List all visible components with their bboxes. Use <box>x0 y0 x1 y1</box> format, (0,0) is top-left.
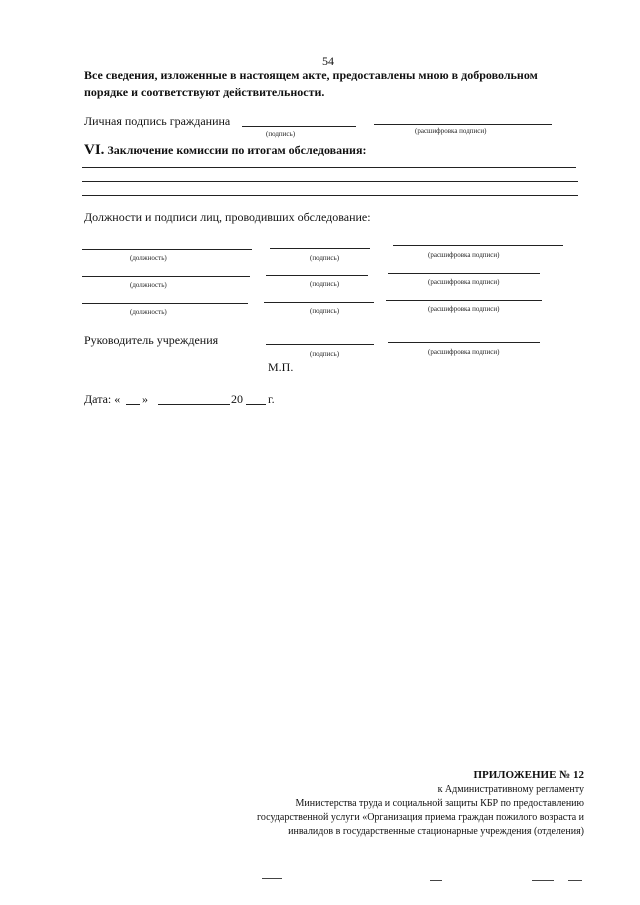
appendix-title: ПРИЛОЖЕНИЕ № 12 <box>473 769 584 781</box>
citizen-signature-caption: (подпись) <box>266 130 296 138</box>
row1-position-caption: (должность) <box>130 254 167 262</box>
row3-position-caption: (должность) <box>130 308 167 316</box>
head-decoding-line <box>388 342 540 343</box>
row3-decoding-line <box>386 300 542 301</box>
section-6-roman: VI. <box>84 142 105 158</box>
row1-decoding-line <box>393 245 563 246</box>
conclusion-line-3 <box>82 195 578 196</box>
scan-mark <box>532 880 554 881</box>
date-month-line <box>158 404 230 405</box>
date-mid: » <box>142 392 148 406</box>
conclusion-line-2 <box>82 181 578 182</box>
head-decoding-caption: (расшифровка подписи) <box>428 348 500 356</box>
citizen-decoding-line <box>374 124 552 125</box>
date-prefix: Дата: « <box>84 392 121 406</box>
head-label: Руководитель учреждения <box>84 333 219 347</box>
row1-signature-line <box>270 248 370 249</box>
row1-position-line <box>82 249 252 250</box>
date-day-line <box>126 404 140 405</box>
date-year: 20 <box>231 392 243 406</box>
conclusion-line-1 <box>82 167 576 168</box>
scan-mark <box>568 880 582 881</box>
statement-line-1: Все сведения, изложенные в настоящем акте, предоставлены мною в добровольном <box>84 68 538 82</box>
citizen-signature-line <box>242 126 356 127</box>
row3-signature-line <box>264 302 374 303</box>
date-year-line <box>246 404 266 405</box>
scan-mark <box>262 878 282 879</box>
section-6-title: Заключение комиссии по итогам обследования: <box>107 143 367 157</box>
appendix-line-3: государственной услуги «Организация приема граждан пожилого возраста и <box>257 812 584 823</box>
row2-position-line <box>82 276 250 277</box>
section-6-heading <box>84 142 366 159</box>
citizen-signature-label: Личная подпись гражданина <box>84 114 231 128</box>
page-number: 54 <box>322 54 334 68</box>
commission-label: Должности и подписи лиц, проводивших обследование: <box>84 210 371 224</box>
row2-signature-caption: (подпись) <box>310 280 340 288</box>
citizen-decoding-caption: (расшифровка подписи) <box>415 127 487 135</box>
row2-position-caption: (должность) <box>130 281 167 289</box>
scan-mark <box>430 880 442 881</box>
appendix-line-2: Министерства труда и социальной защиты КБР по предоставлению <box>295 798 584 809</box>
row3-position-line <box>82 303 248 304</box>
row1-decoding-caption: (расшифровка подписи) <box>428 251 500 259</box>
row1-signature-caption: (подпись) <box>310 254 340 262</box>
head-signature-caption: (подпись) <box>310 350 340 358</box>
row2-decoding-caption: (расшифровка подписи) <box>428 278 500 286</box>
row2-signature-line <box>266 275 368 276</box>
appendix-line-1: к Административному регламенту <box>437 784 584 795</box>
row2-decoding-line <box>388 273 540 274</box>
date-suffix: г. <box>268 392 275 406</box>
appendix-line-4: инвалидов в государственные стационарные учреждения (отделения) <box>288 826 584 837</box>
head-signature-line <box>266 344 374 345</box>
stamp-place: М.П. <box>268 360 294 374</box>
statement-line-2: порядке и соответствуют действительности. <box>84 85 325 99</box>
row3-signature-caption: (подпись) <box>310 307 340 315</box>
row3-decoding-caption: (расшифровка подписи) <box>428 305 500 313</box>
